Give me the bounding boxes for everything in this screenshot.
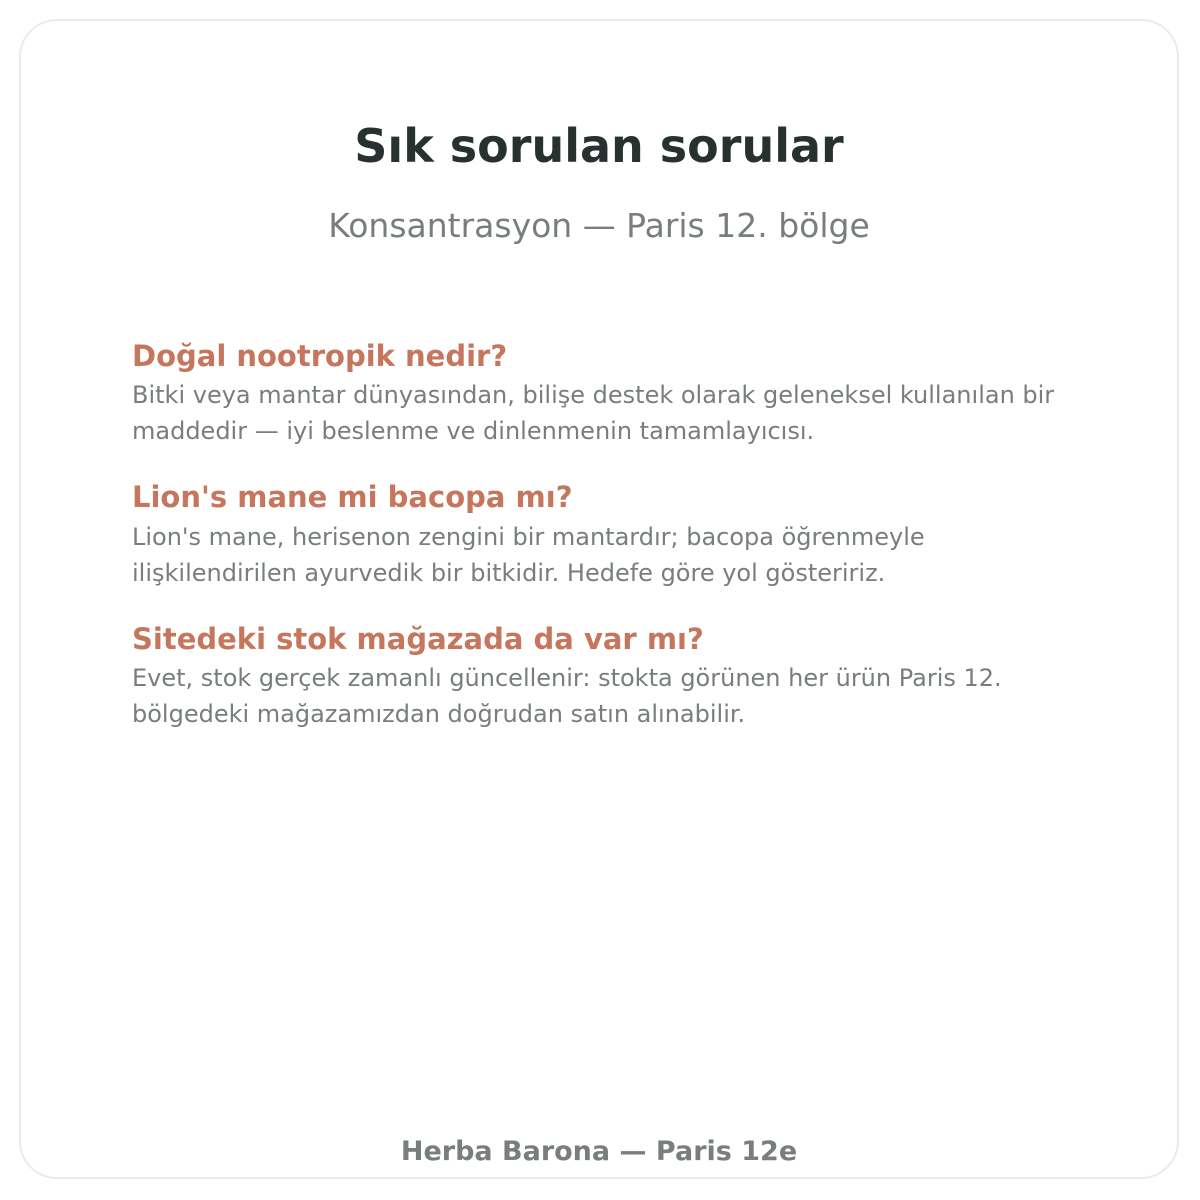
faq-answer: Lion's mane, herisenon zengini bir mantardır; bacopa öğrenmeyle ilişkilendirilen ayurvedik bir bitkidir. Hedefe göre yol gösteririz. bbox=[132, 522, 925, 587]
faq-item bbox=[132, 479, 1092, 590]
faq-question: Sitedeki stok mağazada da var mı? bbox=[132, 621, 704, 656]
faq-question: Doğal nootropik nedir? bbox=[132, 339, 508, 373]
footer-brand: Herba Barona — Paris 12e bbox=[400, 1136, 798, 1167]
faq-answer: Evet, stok gerçek zamanlı güncellenir: stokta görünen her ürün Paris 12. bölgedeki mağazamızdan doğrudan satın alınabilir. bbox=[132, 663, 1002, 728]
faq-list bbox=[132, 338, 1092, 762]
faq-answer: Bitki veya mantar dünyasından, bilişe destek olarak geleneksel kullanılan bir maddedir — iyi beslenme ve dinlenmenin tamamlayıcısı. bbox=[132, 381, 1055, 446]
faq-question: Lion's mane mi bacopa mı? bbox=[132, 480, 573, 515]
faq-item bbox=[132, 621, 1092, 732]
faq-card bbox=[19, 19, 1179, 1179]
faq-item bbox=[132, 338, 1092, 449]
page-title: Sık sorulan sorular bbox=[354, 119, 844, 173]
page-subtitle: Konsantrasyon — Paris 12. bölge bbox=[328, 206, 870, 245]
